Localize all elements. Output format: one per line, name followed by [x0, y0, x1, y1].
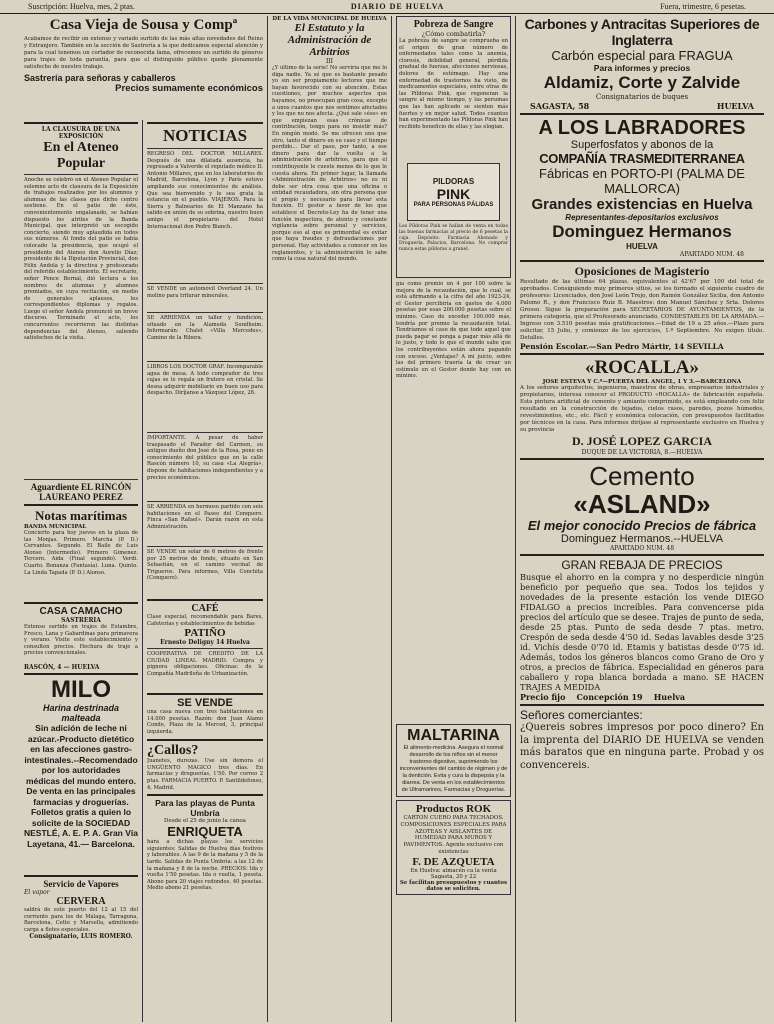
pink-line1: PILDORAS [432, 176, 475, 186]
vapores-title: Servicio de Vapores [43, 879, 119, 889]
rincon-line1: Aguardiente EL RINCÓN [30, 482, 132, 492]
ad-carbones [520, 16, 764, 111]
cemento-title: Cemento [589, 461, 695, 491]
noticias-body: REGRESO DEL DOCTOR MILLARES. Después de una dilatada ausencia, ha regresado a Valverde el reputado médico D. Antonio Millares, que en los laboratorios de Madrid, Barcelona, Lyon y París estuvo ampliando sus conocimientos de análisis. Que sea bienvenido y le sea grata la estancia en el pueblo. VIAJEROS. Para la Sierra y Balnearios de El Manzano ha salido en unión de su sobrina, nuestro buen amigo el propietario del Hotel Internacional don Pedro Bianch. [147, 151, 263, 230]
estatuto-kicker: DE LA VIDA MUNICIPAL DE HUELVA [272, 16, 387, 22]
labradores-box: APARTADO NUM. 48 [679, 251, 744, 258]
comerciantes-body: ¿Quereis sobres impresos por poco dinero? En la imprenta del DIARIO DE HUELVA se venden más baratos que en ninguna parte. Probad y os convencereis. [520, 722, 764, 771]
classified-arrienda-2: SE ARRIENDA en hermoso partido con seis habitaciones en el Paseo del Conquero. Finca «San Rafael». Darán razón en esta Administración. [147, 504, 263, 530]
ad-rebaja [520, 558, 764, 702]
cemento-box: APARTADO NUM. 48 [609, 545, 675, 552]
ad-rok [396, 800, 511, 895]
column-4 [392, 16, 516, 1022]
classified-vende-2: SE VENDE un solar de 6 metros de frente por 25 metros de fondo, situado en San Sebastián, en el camino vecinal de Trigueros. Para informes, Villa Conchita (Conquero). [147, 549, 263, 582]
rok-foot: Se facilitan presupuestos y cuantos datos se soliciten. [399, 879, 508, 892]
camacho-sub: SASTRERIA [61, 617, 101, 624]
cemento-brand: «ASLAND» [573, 489, 711, 519]
ad-comerciantes [520, 708, 764, 772]
milo-title: MILO [51, 676, 111, 703]
cemento-name: Dominguez Hermanos.--HUELVA [560, 533, 724, 545]
masthead [0, 0, 774, 14]
ad-cemento [520, 462, 764, 552]
ad-casa-vieja-body: Acabamos de recibir un extenso y variado surtido de las más altas novedades del Reino y Extranjero. También en la sección de Sastrería a la que dedicamos especial atención y para la cual tenemos un cortador de reconocida fama, ofrecemos un surtido de géneros para trajes de toda garantía, para que el distinguido público quede plenamente satisfecho de nuestro trabajo. [24, 36, 263, 70]
rok-body: CARTON CUERO PARA TECHADOS. COMPOSICIONES ESPECIALES PARA AZOTEAS Y AISLANTES DE HUMEDAD PARA MUROS Y PAVIMENTOS. Agente exclusivo con existencias [400, 815, 507, 855]
ad-maltarina [396, 724, 511, 797]
estatuto-num: III [325, 58, 334, 65]
carbones-addr: SAGASTA, 58 [530, 101, 590, 111]
labradores-stock: Grandes existencias en Huelva [531, 196, 753, 213]
maltarina-title: MALTARINA [407, 727, 500, 744]
maltarina-body: El alimento-medicina. Asegura el normal desarrollo de los niños sin el menor trastorno digestivo, suprimiendo los inconvenientes del cambio de régimen y de la dentición. Evita y cura la dispepsia y la diarrea. De venta en los establecimientos de Ultramarinos, Farmacias y Droguerías. [399, 745, 508, 793]
cafe-title: CAFÉ [191, 603, 219, 614]
rebaja-body: Busque el ahorro en la compra y no desperdicie ningún beneficio por pequeño que sea. Todos los tejidos y novedades de la presente estación los vende DIEGO FIDALGO a precios increíbles. Para convencerse pida precios del artículo que se desee. Trajes de punto de seda, desde 25 ptas. Punto de seda desde 7 ptas. metro. Crespón de seda desde 4'50 id. Sedas lavables desde 3'25 id. Vichís desde 0'70 id. Etamis y batistas desde 0'75 id. Además, todos los géneros blancos como Grano de Oro y otros, a precios de fábrica. Especialidad en géneros para caballero y ropa blanca bordada a mano. SE HACEN TRAJES A MEDIDA [520, 572, 764, 692]
patino-title: PATIÑO [184, 627, 226, 640]
rok-title: Productos ROK [415, 803, 492, 815]
ad-casa-vieja-line1: Sastrería para señoras y caballeros [24, 73, 176, 83]
recaudacion-body: gía como premio un 4 por 100 sobre la mejora de la recaudación, que lo cual, se está afirmando a la cifra del año 1923-24, el Gestor percibiría en gastos de 4.000 pesetas por esas 200.000 pesetas sobre el mínimo. Caso de exceder 100.000 más, tendría por premio la recaudación total. Tendríamos el caso de que todo aquel que pueda pagar se ponga a pagar más allá de lo justo, y todo lo que el mundo sabe que los contribuyentes están ahora pagando con exceso. ¿Ventajas? A mi juicio, sobre las del primero traería la de crear un estímulo en el Gestor donde hay con un mínimo. [396, 281, 511, 380]
camacho-title: CASA CAMACHO [39, 606, 123, 617]
punta-sub: Desde el 25 de junio la canoa [164, 818, 246, 825]
rocalla-sub: JOSE ESTEVA Y C.ª—PUERTA DEL ANGEL, 1 Y 3.—BARCELONA [542, 379, 742, 385]
ad-casa-vieja-line2: Precios sumamente económicos [115, 83, 263, 94]
rok-addr: En Huelva: almacén ca la venta Sagasta, 20 y 22 [410, 867, 497, 880]
rok-name: F. DE AZQUETA [412, 855, 495, 868]
ad-oposiciones [520, 264, 764, 351]
cafe-body: Clase especial, recomendable para Bares, Cafeterías y establecimientos de bebidas [147, 614, 263, 627]
ateneo-body: Anoche se celebró en el Ateneo Popular el solemne acto de clausura de la Exposición de trabajos realizados por los alumnos y alumnas de las clases que dicho centro sostiene. En el patio de éste, convenientemente engalanado, se habían dispuesto los atriles de la Banda Municipal, que interpretó un escogido concierto, siendo muy aplaudida en todos sus números. Al fondo del patio se había colocado la presidencia, que ocupó el presidente del Ateneo don Aurelio Díaz; presidente de la Diputación Provincial, don Félix Andola y la directiva y profesorado del referido establecimiento. El secretario, señor Ponce Bernal, dió lectura a los nombres de alumnas y alumnos premiados, en cuya recitación, en medio de generales aplausos, les correspondientes diplomas y regalos. Luego el señor Andola pronunció un breve discurso. Terminado el acto, los concurrentes recorrieron las distintas dependencias del Ateneo, saliendo satisfechos de la visita. [24, 177, 138, 342]
pink-line3: PARA PERSONAS PÁLIDAS [413, 201, 494, 208]
column-1 [20, 120, 143, 1022]
milo-sub: Harina destrinada malteada [42, 703, 120, 723]
carbones-role: Consignatarios de buques [595, 93, 689, 101]
oposiciones-addr: Pensión Escolar.—San Pedro Mártir, 14 SEVILLA [520, 342, 724, 351]
punta-body: hará a dichas playas los servicios siguientes: Salidas de Huelva días festivos y laborables. A las 9 de la mañana y 5 de la tarde. Salidas de Punta Umbría: a las 12 de la mañana y 8 de la noche. PRECIOS: Ida y vuelta 1'50 pesetas. Ida o vuelta, 1 peseta. Abono para 20 viajes redondos, 40 pesetas. Medio abono 21 pesetas. [147, 839, 263, 892]
carbones-city: HUELVA [716, 101, 754, 111]
masthead-price: Fuera, trimestre, 6 pesetas. [660, 2, 746, 11]
callos-title: ¿Callos? [147, 743, 199, 759]
notas-title: Notas marítimas [34, 508, 128, 523]
estatuto-body: ¿Y último de la serie! No serviría que me lo diga nadie. Ya sé que es bastante pesado yo sin ser propiamente lectores que me hayan favorecido con su atención. Estas cuestiones, por muchos aspectos que hayamos, no preocupan gran cosa, excepto a unos cuantos que nos sentimos afectados y los que no nos afecta. ¿Qué sale «éso» en que empiezan esas crónicas de contribución, tengo para no insistir más? En ningún modo. Se me ofrecen uno que otro, tanto el dinero en su caso y el tiempo perdido... Dar el paso, por tanto, a ese dinero para dar la vuelta a la administración de arbitrios, para que el contribuyente le cueste menos de lo que le cuesta ahora. En primer lugar, la llamada «Administración de Arbitrios» no es ni debe ser otra cosa que una oficina o entidad recaudadora, sin otra persona que el propio y necesario para llevar esta función. El gestor a favor de los que establece el Decreto-Ley ha de tener una función inspectora, de atento y constante vigilancia sobre personal y servicios, porque eso al que es primordial es evitar que haya fraudes y defraudaciones por personal. Hay actividades a conocer en los reglamentos, y la administración lo sabe como la cosa natural del mundo. [272, 65, 387, 263]
carbones-title: Carbones y Antracitas Superiores de Inglaterra [524, 16, 760, 48]
column-3 [268, 16, 392, 1022]
rincon-line2: LAUREANO PEREZ [39, 492, 123, 502]
ad-casa-vieja [20, 16, 268, 120]
labradores-sub: Superfosfatos y abonos de la [570, 139, 714, 151]
labradores-company: COMPAÑÍA TRASMEDITERRANEA [539, 151, 745, 166]
oposiciones-body: Resultado de las últimas 64 plazas, equivalentes al 42'67 por 100 del total de aprobados. Consiguiendo muy primeros sitios, se los formado el siguiente cuadro de profesores: Licenciados, don José León Trejo, don Ramón González Sicilia, don Antonio Palomo R., y don Francisco Ruiz B. Maestros: don Manuel Sánchez y Srta. Dolores Grosso. Sigue la preparación para SECRETARIOS DE AYUNTAMIENTOS, de la primera categoría, que el Profesorado anunciado. CONDESTABLES DE LA ARMADA.—Ingreso con 3.510 pesetas más gratificaciones.—Edad de 19 a 25 años.—Plazo para solicitar, 15 Julio, y comienzo de los ejercicios, 1.º Septiembre. No exigen título. Detalles. [520, 279, 764, 341]
sevende3-body: una casa nueva con tres habitaciones en 14.000 pesetas. Razón: don Juan Alamo Conde, Plaza de la Merced, 3, principal izquierda. [147, 709, 263, 735]
notas-body: Concierto para hoy jueves en la plaza de las Monjas. Primero. Marcha (P. D.) Cervantes. Segundo. El Baile de Luis Alonso (Intermedio). Primero Gimenez. Tercero. Aida (Final segundo). Verdi. Cuarto. Bonanza (Fantasía). Luna. Quinto. La Linda Tapada (P. D.) Alonso. [24, 530, 138, 576]
classified-vende-1: SE VENDE un automóvil Overland 24. Un molino para triturar minerales. [147, 286, 263, 299]
vapores-name: CERVERA [56, 896, 106, 907]
oposiciones-title: Oposiciones de Magisterio [574, 264, 710, 278]
rebaja-title: GRAN REBAJA DE PRECIOS [561, 558, 723, 572]
comerciantes-title: Señores comerciantes: [520, 708, 643, 722]
ad-casa-vieja-title: Casa Vieja de Sousa y Compª [49, 17, 238, 33]
column-5 [516, 16, 768, 1022]
rocalla-body: A los señores arquitectos, ingenieros, maestros de obras, empresarios industriales y propietarios, interesa conocer el PRODUCTO «ROCALLA» de fabricación española. Esta pintura artificial de cemento y amianto comprimido, es está empleando con feliz resultado en la construcción de tejados, cielos rasos, paredes, pozos húmedos, revestimientos, etc., etc. Fácil y económica colocación, con presupuestos facilitados por técnicos en la casa. Para informes diríjase al representante exclusivo en Huelva y su provincia [520, 385, 764, 433]
camacho-body: Extenso surtido en trajes de Estambre, Fresco, Lana y Gabardinas para primavera y verano. Visite este establecimiento y consulten precios. Hechura de traje a precios convencionales. [24, 624, 138, 657]
classified-libro: LIBROS LOS DOCTOR GRAF. Incomparable agua de mesa. A todo comprador de tres cajas se le regala un frutero en cristal. Se desea adquirir mobiliario en buen uso para despacho. Diríjanse a Vázquez López, 26. [147, 364, 263, 397]
labradores-city: HUELVA [626, 242, 658, 251]
rocalla-title: «ROCALLA» [584, 357, 699, 378]
pobreza-title: Pobreza de Sangre [413, 19, 494, 30]
pink-pills-logo [407, 163, 500, 221]
column-2 [143, 120, 268, 1022]
ad-labradores [520, 117, 764, 258]
punta-name: ENRIQUETA [167, 824, 243, 840]
pobreza-sub: ¿Cómo combatirla? [421, 30, 486, 38]
ateneo-kicker: LA CLAUSURA DE UNA EXPOSICIÓN [41, 126, 121, 140]
cemento-tag: El mejor conocido Precios de fábrica [527, 518, 757, 533]
ad-pobreza [396, 16, 511, 278]
cooperativa-body: COOPERATIVA DE CREDITO DE LA CIUDAD LINEAL MADRID. Compra y pignora obligaciones. Oficinas: de la Compañía Madrileña de Urbanización. [147, 651, 263, 677]
pink-caption: Las Píldoras Pink se hallan de venta en todas las buenas farmacias al precio de 6 pesetas la caja. Depósito: Farmacia Abonado y Droguería, Palacios, Barcelona. No comprar nunca estas píldoras a granel. [399, 224, 508, 253]
masthead-title: DIARIO DE HUELVA [350, 2, 445, 11]
labradores-factory: Fábricas en PORTO-PI (PALMA DE MALLORCA) [539, 166, 745, 196]
carbones-name: Aldamiz, Corte y Zalvide [543, 73, 741, 92]
camacho-addr: RASCÓN, 4 — HUELVA [24, 664, 100, 671]
rocalla-name: D. JOSÉ LOPEZ GARCIA [571, 434, 713, 448]
notas-subtitle: BANDA MUNICIPAL [24, 524, 87, 530]
patino-body: Ernesto Deligny 14 Huelva [160, 639, 250, 647]
labradores-title: A LOS LABRADORES [538, 117, 746, 139]
sevende3-title: SE VENDE [177, 697, 233, 710]
classified-importante: IMPORTANTE. A pesar de haber traspasado el Parador del Carmen, su antiguo dueño don José de la Rosa, pone en conocimiento del público que en la calle Rascón número 10, su casa «La Alegría», dispone de habitaciones independientes y a precios económicos. [147, 435, 263, 481]
pobreza-body: La pobreza de sangre se comprueba en el origen de gran número de enfermedades tales como la anemia, clorosis, debilidad general, pérdida gradual de fuerzas, afecciones nerviosas, dolores de estómago. Hay una enfermedad de trastornos ha visto, de medicamentos especiales, entre otras de las Píldoras Pink, que regeneran la sangre al mismo tiempo, y las personas que las han aplicado se sienten más fuertes y en mejor salud. Todos cuantos han experimentado las Píldoras Pink han recibido beneficio de ellas y las elogian. [399, 38, 508, 130]
vapores-sub: El vapor [24, 889, 50, 896]
pink-line2: PINK [436, 185, 471, 202]
labradores-reps: Representantes-depositarios exclusivos [565, 213, 719, 222]
classified-arrienda-1: SE ARRIENDA un taller y fundición, situado en la Alameda Sundheim. Informarán: Chalet «Villa Mercedes», Camino de la Ribera. [147, 315, 263, 341]
milo-body: Sin adición de leche ni azúcar.-Producto dietético en las afecciones gastro-intestinales.--Recomendado por los autoridades médicas del mundo entero. De venta en las principales farmacias y droguerías. Folletos gratis a quien lo solicite de la SOCIEDAD NESTLÉ, A. E. P. A. Gran Vía Layetana, 41.— Barcelona. [24, 723, 138, 849]
punta-title: Para las playas de Punta Umbría [155, 798, 255, 819]
callos-body: Juanetes, durezas. Use sin demora el UNGÜENTO MAGICO tres días. En farmacias y droguerías, 1'50. Por correo 2 ptas. FARMACIA PUERTO. P. Santildefonso, 4, Madrid. [147, 758, 263, 791]
rocalla-addr: DUQUE DE LA VICTORIA, 8.—HUELVA [581, 449, 703, 456]
vapores-agent: Consignatario, LUIS ROMERO. [29, 933, 133, 941]
rebaja-addr: Precio fijo Concepción 19 Huelva [520, 692, 686, 702]
masthead-subscription: Suscripción: Huelva, mes, 2 ptas. [28, 2, 135, 11]
ad-rocalla [520, 357, 764, 456]
carbones-sub: Carbón especial para FRAGUA [551, 48, 733, 63]
noticias-title: NOTICIAS [162, 126, 248, 145]
ateneo-title: En el Ateneo Popular [43, 140, 119, 171]
vapores-body: saldrá de este puerto del 12 al 15 del corriente para los de Málaga, Tarragona, Barcelona, Cette y Marsella, admitiendo carga a fletes especiales. [24, 907, 138, 933]
estatuto-title: El Estatuto y la Administración de Arbitrios [287, 22, 372, 58]
carbones-sub2: Para informes y precios [593, 63, 691, 73]
labradores-name: Dominguez Hermanos [552, 222, 732, 241]
